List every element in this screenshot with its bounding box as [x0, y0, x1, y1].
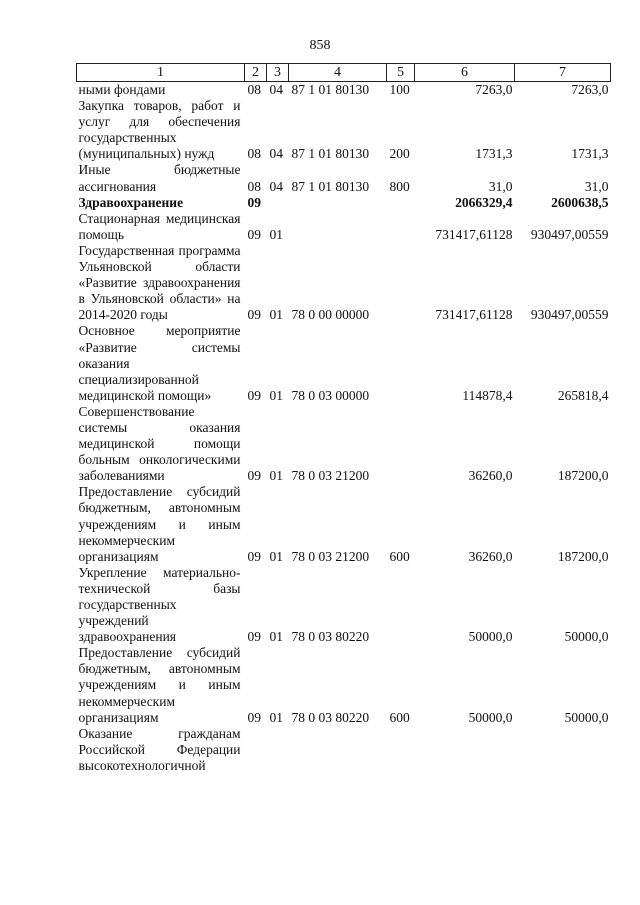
row-expense-type: 800: [389, 178, 410, 194]
row-target-article: [289, 211, 387, 243]
row-subsection: [267, 726, 289, 774]
row-subsection: 04: [269, 82, 283, 97]
row-subsection: 01: [269, 548, 283, 564]
row-amount-7: 930497,00559: [530, 307, 609, 323]
row-amount-6: 1731,3: [475, 146, 513, 162]
row-section: 09: [247, 629, 261, 645]
row-target-article: 78 0 00 00000: [291, 307, 370, 323]
row-name: Основное мероприятие «Развитие системы оказания специализированной медицинской помощи»: [78, 323, 241, 403]
row-target-article: 78 0 03 00000: [291, 387, 370, 403]
header-cell-1: 1: [77, 64, 245, 82]
row-amount-7: 930497,00559: [530, 226, 609, 242]
row-expense-type: [387, 565, 415, 645]
row-section: 09: [247, 226, 261, 242]
table-row: [77, 195, 611, 211]
header-cell-5: 5: [387, 64, 415, 82]
row-expense-type: [387, 243, 415, 323]
row-target-article: 87 1 01 80130: [291, 82, 370, 97]
table-row: [77, 726, 611, 774]
row-amount-7: 50000,0: [564, 629, 609, 645]
row-amount-7: 31,0: [584, 178, 609, 194]
header-cell-2: 2: [245, 64, 267, 82]
row-target-article: [289, 726, 387, 774]
row-amount-6: 731417,61128: [435, 307, 513, 323]
row-section: 09: [247, 387, 261, 403]
row-subsection: 01: [269, 307, 283, 323]
row-amount-6: 31,0: [488, 178, 513, 194]
row-name: Здравоохранение: [78, 194, 184, 210]
row-section: 08: [247, 146, 261, 162]
row-amount-6: 2066329,4: [455, 194, 513, 210]
row-amount-6: [415, 726, 515, 774]
row-amount-7: [515, 726, 611, 774]
row-amount-6: 731417,61128: [435, 226, 513, 242]
row-amount-7: 187200,0: [557, 548, 609, 564]
row-name: Государственная программа Ульяновской области «Развитие здравоохранения в Ульяновской области» на 2014-2020 годы: [78, 242, 241, 323]
row-name: Закупка товаров, работ и услуг для обеспечения государственных (муниципальных) нужд: [78, 98, 241, 162]
row-amount-7: 7263,0: [571, 82, 609, 97]
row-target-article: [289, 195, 387, 211]
row-name: Оказание гражданам Российской Федерации высокотехнологичной: [78, 725, 241, 773]
row-amount-6: 114878,4: [462, 387, 513, 403]
row-section: 08: [247, 82, 261, 97]
table-row: [77, 404, 611, 484]
row-name: Стационарная медицинская помощь: [78, 210, 241, 242]
table-row: [77, 565, 611, 645]
row-amount-7: 187200,0: [557, 468, 609, 484]
header-cell-3: 3: [267, 64, 289, 82]
row-amount-7: 2600638,5: [551, 194, 609, 210]
row-name: Совершенствование системы оказания медицинской помощи больным онкологическими заболеваниями: [78, 403, 241, 484]
row-amount-6: 50000,0: [468, 709, 513, 725]
table-row: [77, 323, 611, 403]
header-cell-6: 6: [415, 64, 515, 82]
row-section: 08: [247, 178, 261, 194]
row-target-article: 87 1 01 80130: [291, 146, 370, 162]
table-row: [77, 82, 611, 99]
row-amount-7: 1731,3: [571, 146, 609, 162]
page-number: 858: [309, 38, 331, 53]
row-expense-type: [387, 211, 415, 243]
row-section: 09: [247, 709, 261, 725]
header-row: [77, 64, 611, 82]
table-row: [77, 162, 611, 194]
row-section: 09: [247, 194, 261, 210]
row-amount-6: 50000,0: [468, 629, 513, 645]
row-section: 09: [247, 307, 261, 323]
row-section: 09: [247, 468, 261, 484]
table-row: [77, 243, 611, 323]
row-section: [245, 726, 267, 774]
row-expense-type: [387, 726, 415, 774]
row-name: Иные бюджетные ассигнования: [78, 162, 241, 194]
row-subsection: 01: [269, 468, 283, 484]
row-expense-type: 600: [389, 709, 410, 725]
row-expense-type: [387, 404, 415, 484]
row-section: 09: [247, 548, 261, 564]
table-row: [77, 211, 611, 243]
row-expense-type: 100: [389, 82, 410, 97]
row-target-article: 78 0 03 80220: [291, 629, 370, 645]
row-subsection: 01: [269, 387, 283, 403]
table-row: [77, 484, 611, 564]
row-subsection: 01: [269, 709, 283, 725]
row-expense-type: [387, 195, 415, 211]
row-expense-type: 600: [389, 548, 410, 564]
header-cell-4: 4: [289, 64, 387, 82]
row-target-article: 78 0 03 80220: [291, 709, 370, 725]
row-target-article: 78 0 03 21200: [291, 468, 370, 484]
row-expense-type: [387, 323, 415, 403]
row-subsection: 01: [269, 629, 283, 645]
row-amount-7: 265818,4: [557, 387, 609, 403]
row-amount-6: 7263,0: [475, 82, 513, 97]
header-cell-7: 7: [515, 64, 611, 82]
row-amount-6: 36260,0: [468, 548, 513, 564]
row-name: Предоставление субсидий бюджетным, автономным учреждениям и иным некоммерческим организациям: [78, 645, 241, 725]
row-expense-type: 200: [389, 146, 410, 162]
table-row: [77, 98, 611, 162]
row-target-article: 87 1 01 80130: [291, 178, 370, 194]
row-amount-7: 50000,0: [564, 709, 609, 725]
row-subsection: 04: [269, 178, 283, 194]
row-subsection: 04: [269, 146, 283, 162]
row-target-article: 78 0 03 21200: [291, 548, 370, 564]
budget-table: [76, 63, 611, 774]
table-row: [77, 645, 611, 725]
row-subsection: [267, 195, 289, 211]
row-name: ными фондами: [78, 82, 166, 97]
row-name: Укрепление материально-технической базы государственных учреждений здравоохранения: [78, 564, 241, 645]
row-amount-6: 36260,0: [468, 468, 513, 484]
row-subsection: 01: [269, 226, 283, 242]
row-name: Предоставление субсидий бюджетным, автономным учреждениям и иным некоммерческим организациям: [78, 484, 241, 564]
